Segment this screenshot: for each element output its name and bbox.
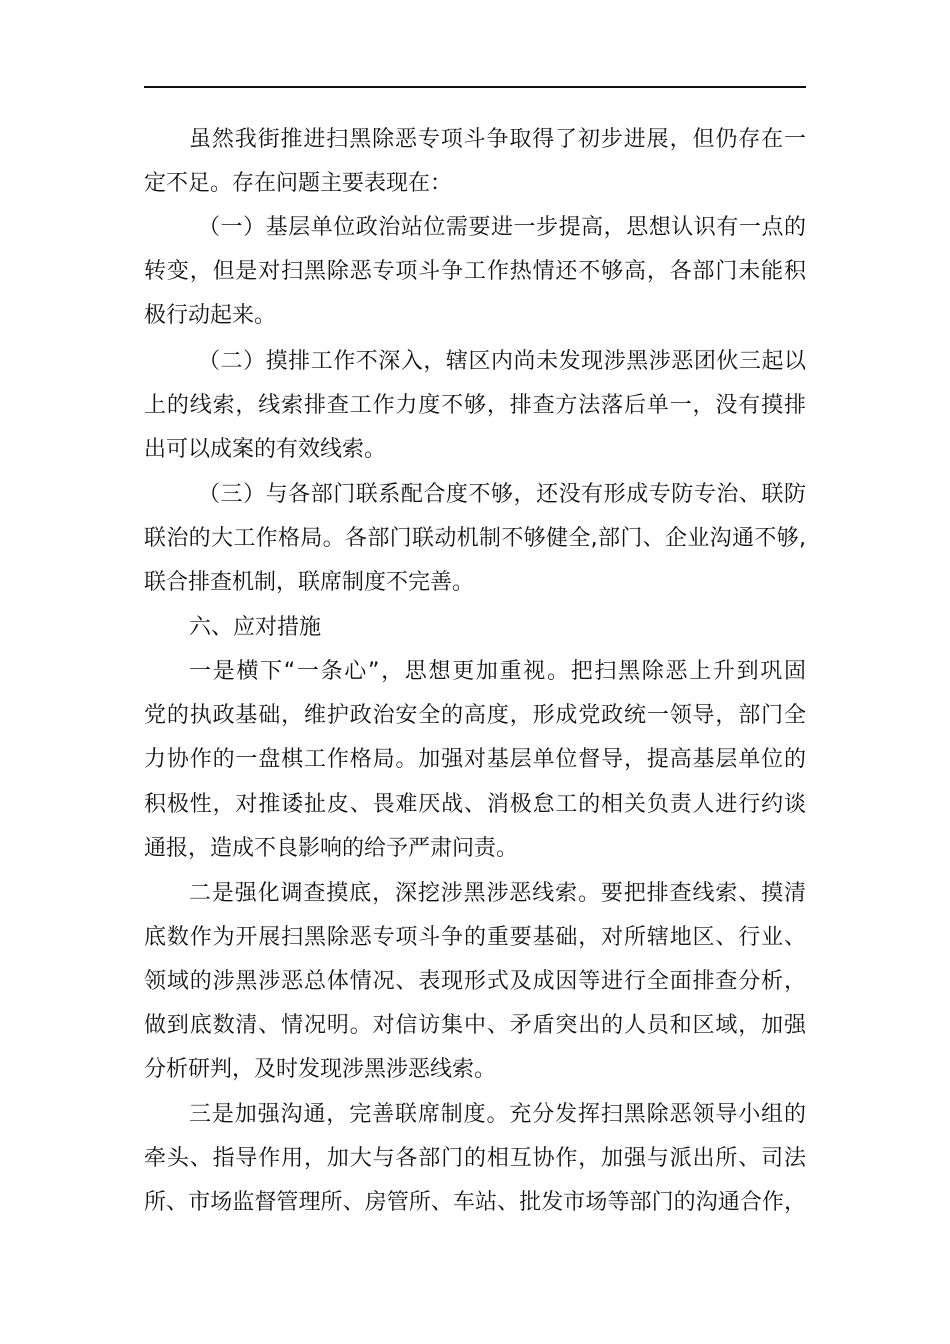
issue-2-line-1: （二）摸排工作不深入，辖区内尚未发现涉黑涉恶团伙三起以	[198, 349, 806, 374]
measure-1-line-3: 力协作的一盘棋工作格局。加强对基层单位督导，提高基层单位的	[144, 747, 806, 772]
measure-3-line-3: 所、市场监督管理所、房管所、车站、批发市场等部门的沟通合作，	[144, 1190, 806, 1215]
measure-3-line-1: 三是加强沟通，完善联席制度。充分发挥扫黑除恶领导小组的	[189, 1102, 806, 1127]
measure-2-line-4: 做到底数清、情况明。对信访集中、矛盾突出的人员和区域，加强	[144, 1013, 806, 1038]
issue-2-line-2: 上的线索，线索排查工作力度不够，排查方法落后单一，没有摸排	[144, 393, 806, 418]
measure-3-line-2: 牵头、指导作用，加大与各部门的相互协作，加强与派出所、司法	[144, 1146, 806, 1171]
issue-3-line-1: （三）与各部门联系配合度不够，还没有形成专防专治、联防	[198, 482, 806, 507]
measure-2-line-2: 底数作为开展扫黑除恶专项斗争的重要基础，对所辖地区、行业、	[144, 925, 806, 950]
issue-1-line-2: 转变，但是对扫黑除恶专项斗争工作热情还不够高，各部门未能积	[144, 259, 806, 284]
issue-2-line-3: 出可以成案的有效线索。	[144, 437, 387, 462]
measure-1-line-2: 党的执政基础，维护政治安全的高度，形成党政统一领导，部门全	[144, 703, 806, 728]
measure-1-line-4: 积极性，对推诿扯皮、畏难厌战、消极怠工的相关负责人进行约谈	[144, 792, 806, 817]
section-heading: 六、应对措施	[189, 615, 322, 640]
issue-1-line-3: 极行动起来。	[144, 303, 277, 328]
paragraph-intro-line-2: 定不足。存在问题主要表现在：	[144, 171, 453, 196]
measure-1-line-1: 一是横下“一条心”，思想更加重视。把扫黑除恶上升到巩固	[189, 659, 806, 684]
paragraph-intro-line-1: 虽然我街推进扫黑除恶专项斗争取得了初步进展，但仍存在一	[189, 127, 806, 152]
measure-2-line-3: 领域的涉黑涉恶总体情况、表现形式及成因等进行全面排查分析，	[144, 969, 806, 994]
measure-1-line-5: 通报，造成不良影响的给予严肃问责。	[144, 836, 519, 861]
issue-1-line-1: （一）基层单位政治站位需要进一步提高，思想认识有一点的	[198, 215, 806, 240]
issue-3-line-2: 联治的大工作格局。各部门联动机制不够健全,部门、企业沟通不够,	[144, 526, 806, 551]
header-rule	[144, 86, 806, 88]
measure-2-line-5: 分析研判，及时发现涉黑涉恶线索。	[144, 1057, 497, 1082]
measure-2-line-1: 二是强化调查摸底，深挖涉黑涉恶线索。要把排查线索、摸清	[189, 881, 806, 906]
issue-3-line-3: 联合排查机制，联席制度不完善。	[144, 570, 475, 595]
